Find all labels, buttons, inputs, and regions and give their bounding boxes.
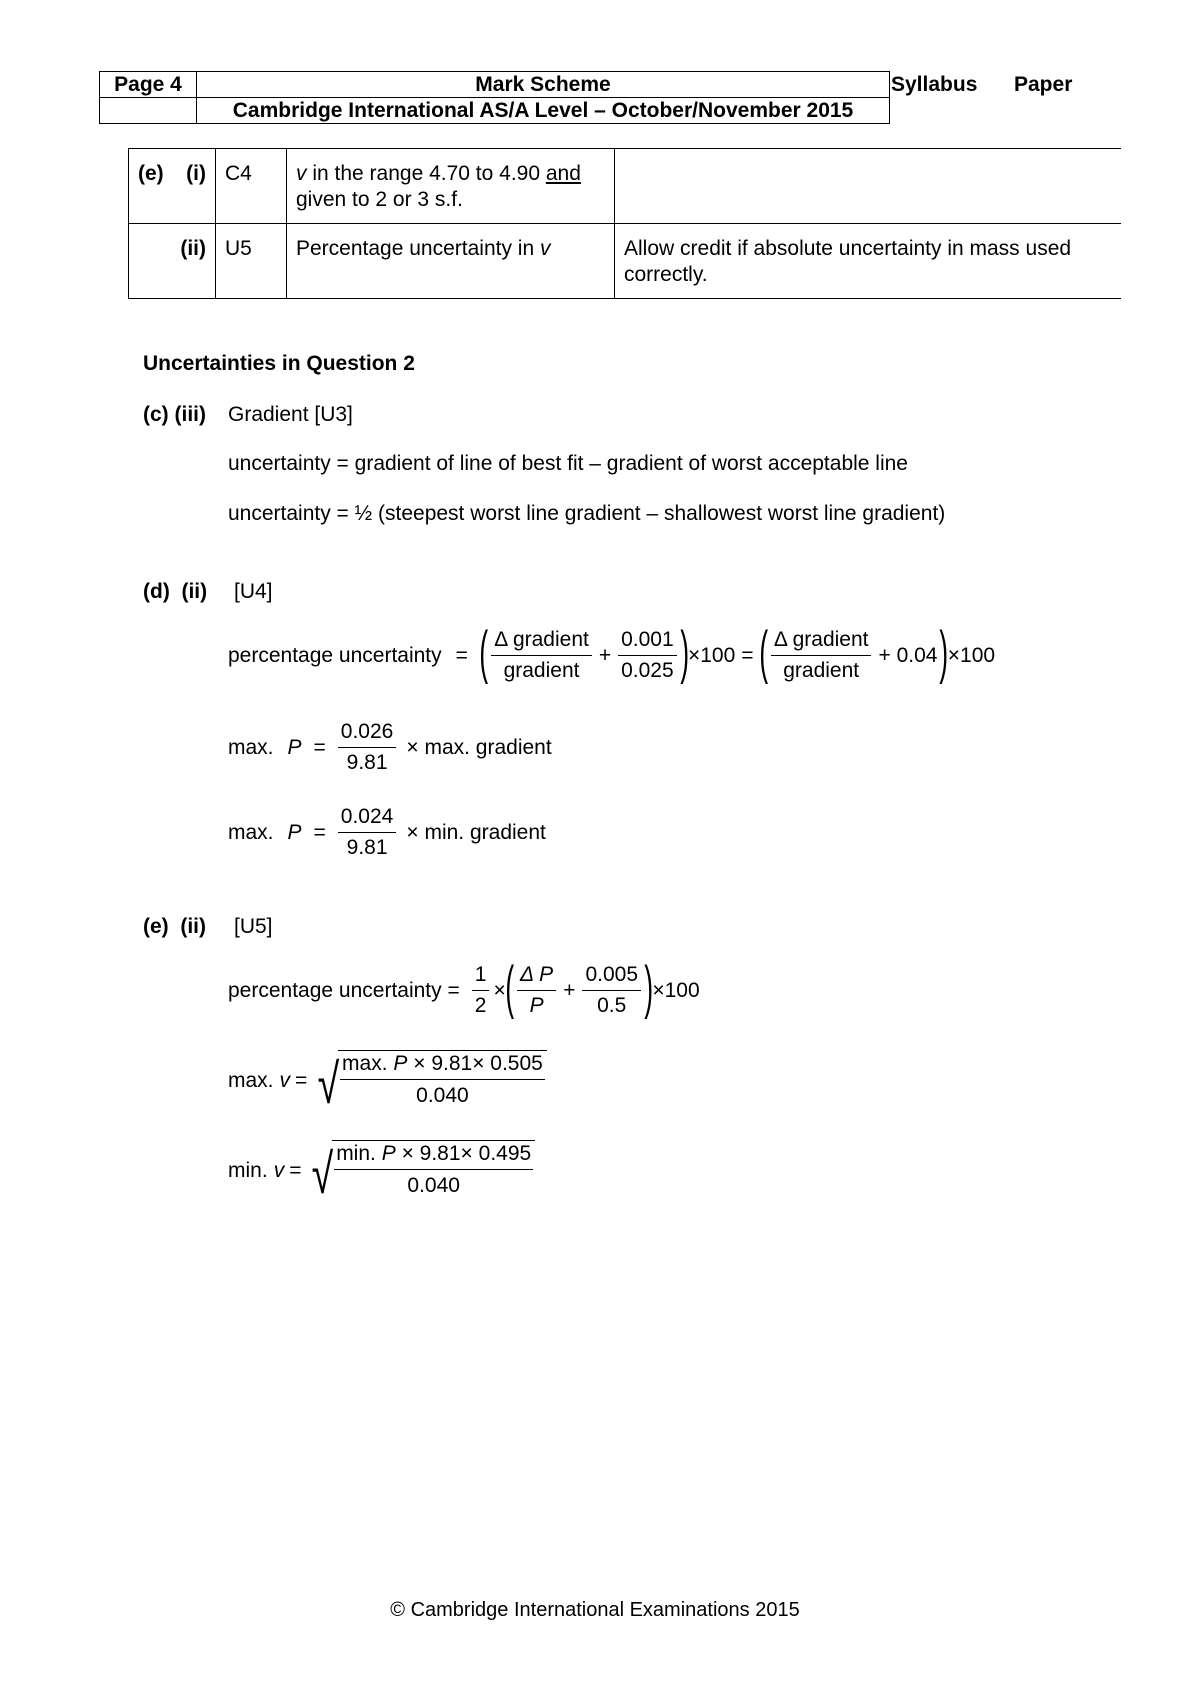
- open-paren: (: [758, 619, 768, 685]
- fraction-0005-05: [582, 963, 641, 1018]
- max-v-equation: [228, 1050, 547, 1115]
- numerator: Δ gradient: [491, 628, 592, 656]
- percentage-uncertainty-equation-e: [228, 954, 700, 1020]
- answer-cell: [287, 149, 615, 224]
- numerator: 0.005: [582, 963, 641, 991]
- notes-cell: Allow credit if absolute uncertainty in mass used correctly.: [615, 224, 1122, 299]
- section-heading: Uncertainties in Question 2: [143, 352, 415, 375]
- max-label: max.: [228, 820, 274, 844]
- numerator: 0.024: [338, 805, 397, 833]
- denominator: P: [529, 994, 544, 1017]
- part-c-line2: uncertainty = ½ (steepest worst line gradient – shallowest worst line gradient): [228, 502, 946, 525]
- fraction-0024-981: [338, 805, 397, 860]
- part-d-tag: [U4]: [234, 580, 273, 603]
- question-part: (e): [138, 162, 164, 185]
- equals-sign: =: [289, 1159, 302, 1182]
- header-empty-cell: [100, 98, 197, 124]
- numerator: [340, 1051, 545, 1080]
- pu-label: percentage uncertainty =: [228, 978, 460, 1002]
- v-symbol: v: [279, 1069, 291, 1092]
- answer-text: in the range 4.70 to 4.90: [306, 162, 546, 185]
- part-e-tag: [U5]: [234, 915, 273, 938]
- fraction-delta-gradient-2: [771, 628, 872, 683]
- times-sign: ×: [493, 978, 506, 1002]
- answer-and: and: [545, 162, 581, 185]
- part-c-line1: uncertainty = gradient of line of best fit – gradient of worst acceptable line: [228, 452, 908, 475]
- mark-code: U5: [216, 224, 287, 299]
- answer-variable: v: [296, 162, 307, 185]
- answer-cell: [287, 224, 615, 299]
- max-p-equation-2: [228, 805, 546, 860]
- denominator: 9.81: [346, 751, 388, 774]
- denominator: gradient: [503, 659, 580, 682]
- plus-004: + 0.04: [878, 643, 938, 667]
- answer-text: Percentage uncertainty in: [296, 237, 540, 260]
- radicand: [338, 1050, 547, 1112]
- equals-sign: =: [313, 735, 326, 759]
- min-gradient-term: × min. gradient: [406, 820, 546, 844]
- numerator: 1: [472, 963, 490, 991]
- header-subtitle: Cambridge International AS/A Level – October/November 2015: [197, 98, 890, 124]
- radical-icon: √: [312, 1142, 334, 1205]
- denominator: 9.81: [346, 836, 388, 859]
- footer-copyright: © Cambridge International Examinations 2015: [390, 1599, 800, 1621]
- fraction-delta-p: [517, 963, 556, 1018]
- equals-sign: =: [455, 643, 468, 667]
- question-subpart: (ii): [180, 237, 206, 260]
- fraction-0001-0025: [618, 628, 677, 683]
- question-cell: [129, 149, 216, 224]
- equals-sign: =: [741, 643, 754, 667]
- square-root-max: [313, 1050, 547, 1115]
- denominator: 0.040: [407, 1174, 460, 1197]
- fraction-half: [472, 963, 490, 1018]
- p-symbol: P: [393, 1052, 408, 1075]
- numerator: 0.026: [338, 720, 397, 748]
- max-p-equation-1: [228, 720, 552, 775]
- answer-variable: v: [539, 237, 551, 260]
- denominator: 0.5: [597, 994, 627, 1017]
- close-paren: ): [644, 954, 654, 1020]
- max-label: max.: [228, 1069, 274, 1092]
- close-paren: ): [939, 619, 949, 685]
- syllabus-label: Syllabus: [891, 73, 978, 96]
- answer-text-line2: given to 2 or 3 s.f.: [296, 188, 463, 211]
- part-e-label: (e) (ii): [143, 915, 206, 938]
- percentage-uncertainty-equation-d: [228, 619, 996, 685]
- max-gradient-term: × max. gradient: [406, 735, 552, 759]
- paper-label: Paper: [1014, 73, 1073, 96]
- page-number: Page 4: [100, 72, 197, 98]
- radicand: [332, 1140, 535, 1202]
- plus-sign: +: [598, 643, 612, 667]
- v-symbol: v: [273, 1159, 285, 1182]
- min-label: min.: [228, 1159, 268, 1182]
- mark-code: C4: [216, 149, 287, 224]
- denominator: gradient: [783, 659, 860, 682]
- denominator: 0.040: [416, 1084, 469, 1107]
- equals-sign: =: [313, 820, 326, 844]
- min-v-equation: [228, 1140, 535, 1205]
- header-table: [99, 71, 890, 124]
- header-title: Mark Scheme: [197, 72, 890, 98]
- fraction-delta-gradient: [491, 628, 592, 683]
- question-cell: [129, 224, 216, 299]
- min-word: min.: [336, 1142, 376, 1165]
- square-root-min: [307, 1140, 535, 1205]
- numerator: 0.001: [618, 628, 677, 656]
- notes-cell: [615, 149, 1122, 224]
- part-c-title: Gradient [U3]: [228, 403, 353, 426]
- denominator: 2: [474, 994, 487, 1017]
- p-symbol: P: [287, 735, 302, 759]
- table-row: [129, 224, 1122, 299]
- numerator: Δ P: [517, 963, 556, 991]
- product-term: × 9.81× 0.505: [407, 1052, 543, 1075]
- product-term: × 9.81× 0.495: [395, 1142, 532, 1165]
- max-label: max.: [228, 735, 274, 759]
- fraction-0026-981: [338, 720, 397, 775]
- times-100: ×100: [687, 643, 736, 667]
- numerator: Δ gradient: [771, 628, 872, 656]
- plus-sign: +: [563, 978, 576, 1002]
- times-100: ×100: [652, 978, 700, 1002]
- table-row: [129, 149, 1122, 224]
- denominator: 0.025: [621, 659, 674, 682]
- numerator: [334, 1141, 533, 1170]
- p-symbol: P: [381, 1142, 396, 1165]
- mark-table: [128, 148, 1121, 299]
- p-symbol: P: [287, 820, 302, 844]
- radical-icon: √: [317, 1052, 340, 1115]
- open-paren: (: [479, 619, 488, 685]
- part-d-label: (d) (ii): [143, 580, 208, 603]
- times-100: ×100: [947, 643, 996, 667]
- close-paren: ): [679, 619, 689, 685]
- pu-label: percentage uncertainty: [228, 643, 442, 667]
- equals-sign: =: [295, 1069, 308, 1092]
- part-c-label: (c) (iii): [143, 403, 206, 426]
- max-word: max.: [342, 1052, 388, 1075]
- open-paren: (: [505, 954, 514, 1020]
- question-subpart: (i): [186, 162, 206, 185]
